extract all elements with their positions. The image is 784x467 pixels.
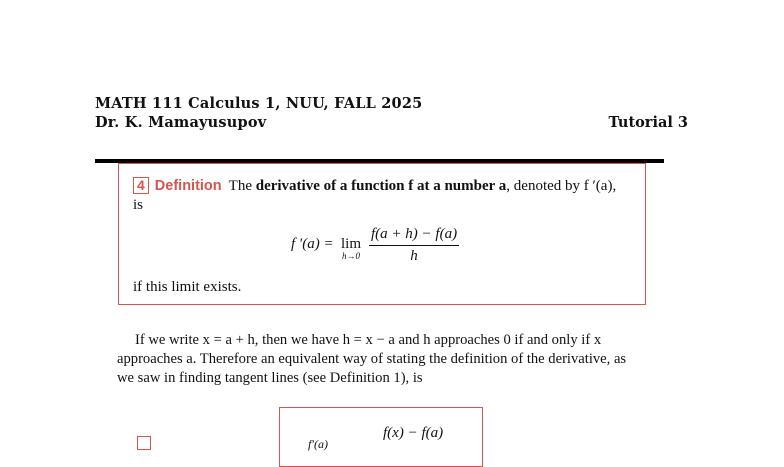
definition-box (118, 163, 646, 305)
body-paragraph (117, 331, 652, 388)
quotient-numerator: f(a + h) − f(a) (371, 226, 458, 242)
definition-label: Definition (154, 178, 222, 194)
lim-word: lim (341, 236, 362, 252)
lim-subscript: h→0 (342, 251, 360, 261)
definition-continuation: is (133, 197, 144, 213)
definition-heading (133, 177, 616, 195)
definition-5-lhs-partial: f′(a) (308, 437, 328, 451)
definition-5-number-marker (137, 436, 151, 450)
definition-5-numerator: f(x) − f(a) (383, 425, 444, 441)
definition-number: 4 (133, 177, 149, 194)
fraction-bar (369, 245, 459, 246)
paragraph-line-1: If we write x = a + h, then we have h = x − a and h approaches 0 if and only if x (135, 332, 602, 348)
course-header (95, 94, 422, 132)
formula-lhs: f ′(a) = (291, 236, 334, 252)
paragraph-line-2: approaches a. Therefore an equivalent way of stating the definition of the derivative, as (117, 351, 627, 367)
course-line: MATH 111 Calculus 1, NUU, FALL 2025 (95, 95, 423, 112)
definition-prefix: The (228, 178, 256, 194)
definition-suffix: , denoted by f ′(a), (506, 178, 617, 194)
definition-bold-term: derivative of a function f at a number a (255, 178, 507, 194)
tutorial-label: Tutorial 3 (608, 114, 688, 131)
limit-operator (341, 236, 361, 261)
paragraph-line-3: we saw in finding tangent lines (see Definition 1), is (117, 370, 423, 386)
difference-quotient (369, 226, 459, 265)
quotient-denominator: h (410, 248, 418, 264)
instructor-line: Dr. K. Mamayusupov (95, 114, 267, 131)
definition-footer: if this limit exists. (133, 279, 242, 295)
